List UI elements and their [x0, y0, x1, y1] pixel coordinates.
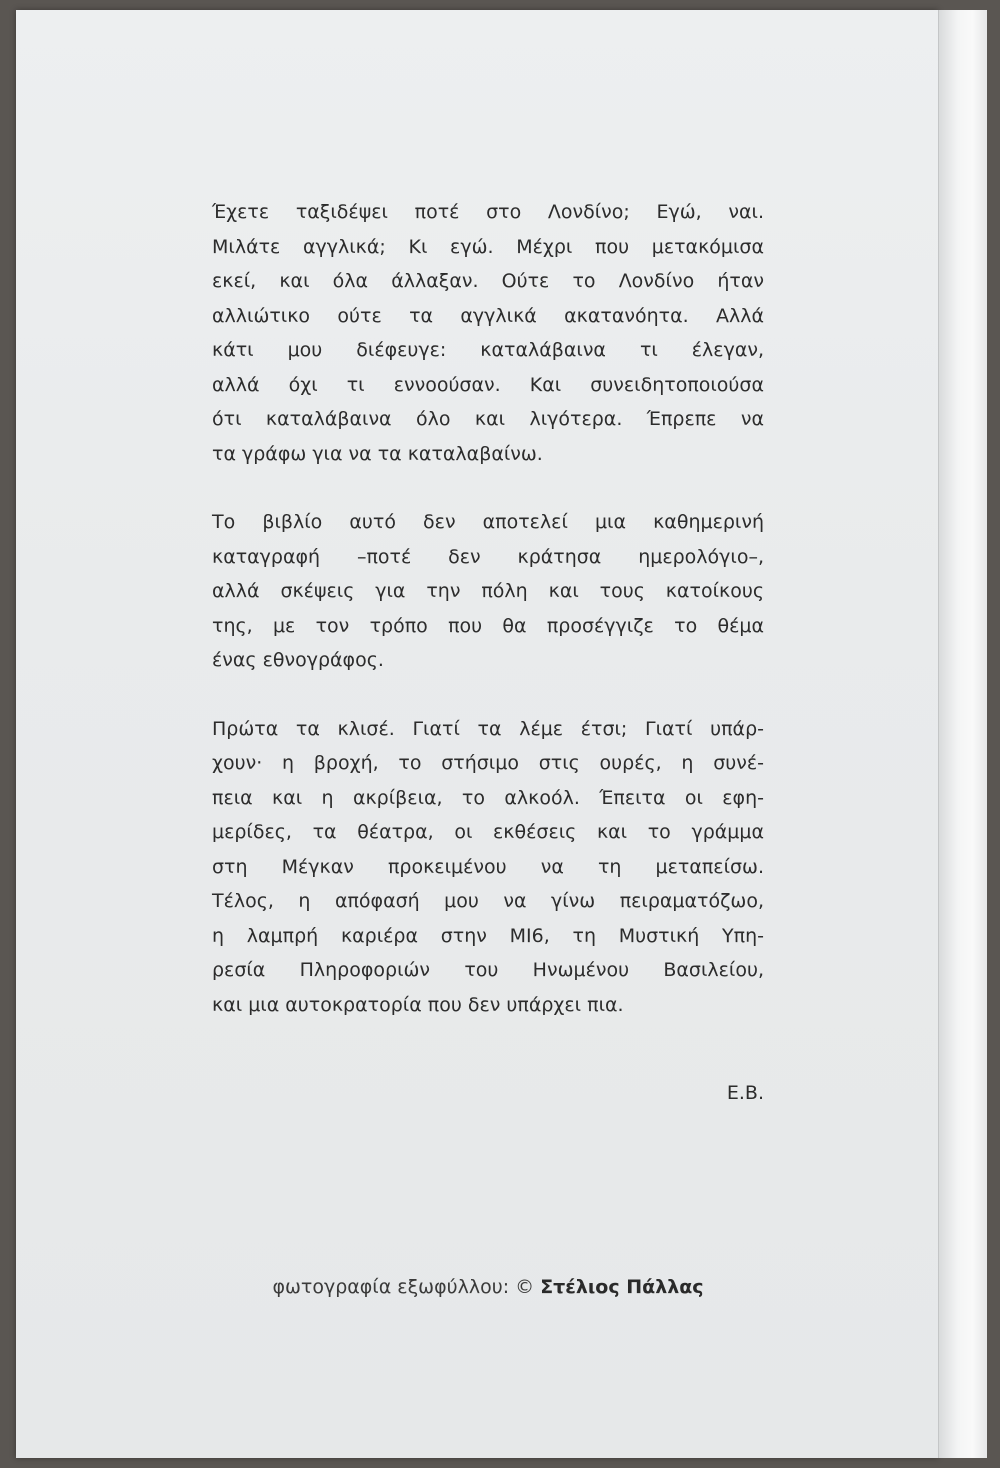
text-line: αλλά σκέψεις για την πόλη και τους κατοίκους [212, 580, 764, 602]
text-line: Μιλάτε αγγλικά; Κι εγώ. Μέχρι που μετακόμισα [212, 235, 764, 258]
blurb-paragraph-1 [212, 195, 764, 471]
text-line: κάτι μου διέφευγε: καταλάβαινα τι έλεγαν, [212, 339, 764, 361]
author-initials: Ε.Β. [726, 1082, 764, 1104]
text-line: Τέλος, η απόφασή μου να γίνω πειραματόζωο, [212, 890, 764, 912]
text-line: της, με τον τρόπο που θα προσέγγιζε το θέμα [212, 614, 764, 637]
text-line: τα γράφω για να τα καταλαβαίνω. [212, 442, 543, 465]
text-line: Το βιβλίο αυτό δεν αποτελεί μια καθημερινή [212, 511, 764, 533]
text-line: ένας εθνογράφος. [212, 649, 384, 671]
text-line: ότι καταλάβαινα όλο και λιγότερα. Έπρεπε να [212, 408, 764, 430]
blurb-paragraph-3 [212, 712, 764, 1023]
text-line: ρεσία Πληροφοριών του Ηνωμένου Βασιλείου, [212, 959, 764, 981]
book-spine [938, 10, 987, 1458]
text-line: και μια αυτοκρατορία που δεν υπάρχει πια. [212, 993, 624, 1016]
text-line: Έχετε ταξιδέψει ποτέ στο Λονδίνο; Εγώ, ναι. [212, 201, 764, 223]
text-line: πεια και η ακρίβεια, το αλκοόλ. Έπειτα οι εφη- [212, 786, 764, 809]
text-line: μερίδες, τα θέατρα, οι εκθέσεις και το γράμμα [212, 821, 764, 843]
text-line: χουν· η βροχή, το στήσιμο στις ουρές, η συνέ- [212, 752, 764, 774]
text-line: καταγραφή –ποτέ δεν κράτησα ημερολόγιο–, [212, 545, 764, 568]
text-line: στη Μέγκαν προκειμένου να τη μεταπείσω. [212, 855, 764, 878]
credit-label: φωτογραφία εξωφύλλου: © [272, 1276, 535, 1298]
cover-photo-credit [0, 1270, 976, 1304]
blurb-text [212, 195, 764, 1056]
text-line: η λαμπρή καριέρα στην ΜΙ6, τη Μυστική Υπη- [212, 924, 764, 947]
text-line: Πρώτα τα κλισέ. Γιατί τα λέμε έτσι; Γιατί υπάρ- [212, 717, 764, 740]
text-line: εκεί, και όλα άλλαξαν. Ούτε το Λονδίνο ήταν [212, 270, 764, 292]
photographer-name: Στέλιος Πάλλας [540, 1276, 704, 1298]
blurb-paragraph-2 [212, 505, 764, 678]
text-line: αλλά όχι τι εννοούσαν. Και συνειδητοποιούσα [212, 373, 764, 396]
text-line: αλλιώτικο ούτε τα αγγλικά ακατανόητα. Αλλά [212, 304, 764, 327]
